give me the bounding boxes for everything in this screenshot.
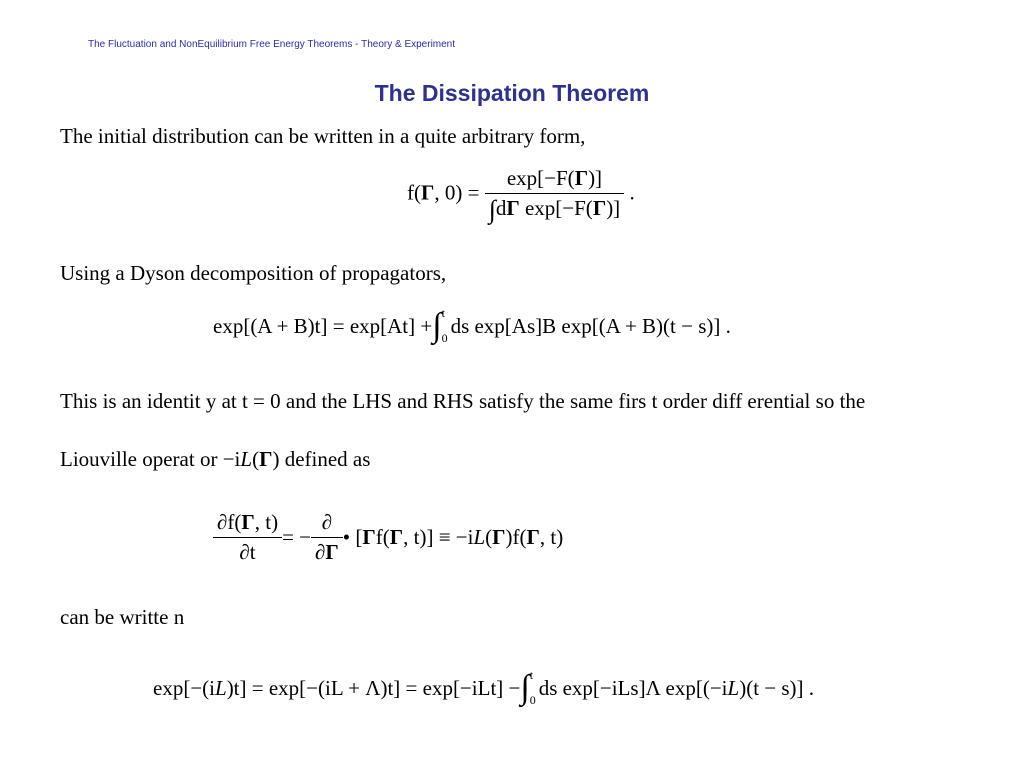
eq1-lhs: f(Γ, 0) = — [407, 180, 485, 205]
paragraph-can-be-written: can be writte n — [60, 605, 185, 629]
eq1-fraction — [485, 166, 624, 223]
eq3-fraction-left: $\frac{\partial f(\Gamma, t)}{\partial t}$ — [213, 510, 282, 565]
slide-header: The Fluctuation and NonEquilibrium Free Energy Theorems - Theory & Experiment — [88, 39, 456, 50]
integral-sign: ∫ — [520, 669, 530, 706]
eq3-fraction-right: $\frac{\partial}{\partial\Gamma}$ — [311, 510, 343, 565]
paragraph-dyson: Using a Dyson decomposition of propagators, — [60, 261, 447, 285]
equation-dyson-decomposition: exp[(A + B)t] = exp[At] + ∫ t 0 ds exp[As]B exp[(A + B)(t − s)] . — [213, 306, 731, 345]
paragraph-identity: This is an identit y at t = 0 and the LHS and RHS satisfy the same firs t order diff erential so the — [60, 389, 866, 413]
equation-propagator-expansion: exp[−(i L )t] = exp[−(iL + Λ)t] = exp[−iLt] − ∫ t 0 ds exp[−iLs]Λ exp[(−i L )(t − s)] . — [153, 668, 815, 707]
equation-initial-distribution — [407, 166, 635, 223]
eq1-period: . — [629, 180, 635, 205]
equation-liouville: $\frac{\partial f(\Gamma, t)}{\partial t}$ = − $\frac{\partial}{\partial\Gamma}$ • [Γf(Γ, t)] ≡ −iL(Γ)f(Γ, t) — [213, 510, 563, 565]
paragraph-initial-distribution: The initial distribution can be written in a quite arbitrary form, — [60, 124, 586, 148]
integral-sign: ∫ — [432, 307, 442, 344]
paragraph-liouville: Liouville operat or −iL(Γ) defined as — [60, 447, 371, 471]
integral-limits: t 0 — [441, 306, 448, 345]
slide-title: The Dissipation Theorem — [374, 80, 650, 106]
integral-limits: t 0 — [529, 668, 536, 707]
eq1-denominator: ∫dΓ exp[−F(Γ)] — [488, 195, 621, 225]
eq1-numerator: exp[−F(Γ)] — [506, 166, 603, 190]
eq3-rhs: • [Γf(Γ, t)] ≡ −iL(Γ)f(Γ, t) — [342, 525, 564, 549]
